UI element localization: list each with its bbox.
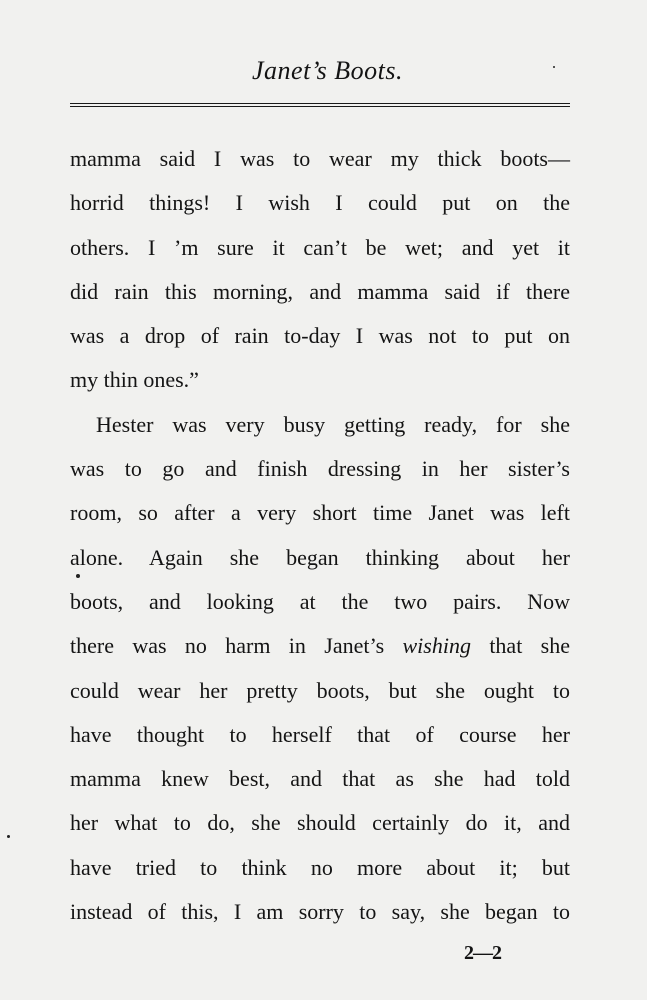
text-segment: there was no harm in Janet’s: [70, 633, 403, 659]
emphasized-word: wishing: [402, 633, 471, 659]
text-line: could wear her pretty boots, but she ought to: [70, 677, 570, 703]
text-line: boots, and looking at the two pairs. Now: [70, 588, 570, 614]
text-line: was to go and finish dressing in her sister’s: [70, 456, 570, 482]
text-line: have tried to think no more about it; but: [70, 854, 570, 880]
text-line: mamma knew best, and that as she had told: [70, 766, 570, 792]
text-segment: that she: [470, 633, 570, 659]
paragraph-1: [70, 137, 570, 403]
text-line: my thin ones.”: [70, 367, 199, 393]
text-line-with-emphasis: [70, 624, 570, 668]
text-line: have thought to herself that of course her: [70, 721, 570, 747]
text-line: her what to do, she should certainly do it, and: [70, 810, 570, 836]
body-text: [70, 137, 570, 934]
paragraph-2: [70, 403, 570, 935]
text-line: did rain this morning, and mamma said if there: [70, 278, 570, 304]
text-line: was a drop of rain to-day I was not to put on: [70, 323, 570, 349]
text-line: alone. Again she began thinking about her: [70, 544, 570, 570]
text-line: others. I ’m sure it can’t be wet; and yet it: [70, 234, 570, 260]
text-line: instead of this, I am sorry to say, she began to: [70, 899, 570, 925]
running-title: Janet’s Boots.: [252, 56, 403, 85]
print-speck: [76, 574, 80, 578]
text-line: horrid things! I wish I could put on the: [70, 190, 570, 216]
text-line: mamma said I was to wear my thick boots—: [70, 146, 570, 171]
signature-mark: 2—2: [464, 942, 501, 964]
print-speck: [553, 66, 555, 68]
print-speck: [7, 835, 10, 838]
text-line: room, so after a very short time Janet was left: [70, 500, 570, 526]
text-line: Hester was very busy getting ready, for she: [96, 411, 570, 437]
header-rule: [70, 103, 570, 107]
